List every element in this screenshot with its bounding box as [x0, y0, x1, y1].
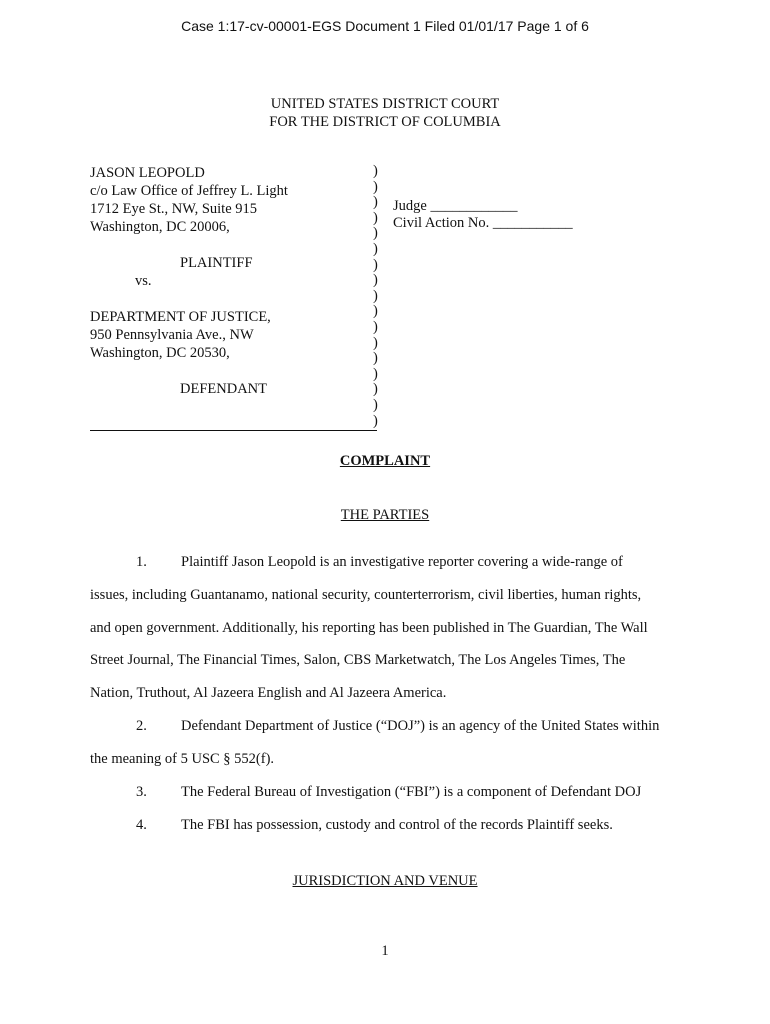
plaintiff-address-line3: Washington, DC 20006,: [90, 219, 230, 235]
defendant-name: DEPARTMENT OF JUSTICE,: [90, 309, 271, 325]
paragraph-line: The Federal Bureau of Investigation (“FBI”) is a component of Defendant DOJ: [181, 784, 642, 800]
caption-paren: ): [373, 194, 378, 211]
defendant-address-line1: 950 Pennsylvania Ave., NW: [90, 327, 254, 343]
page-number: 1: [381, 943, 389, 959]
caption-paren: ): [373, 365, 378, 382]
versus-label: vs.: [135, 273, 152, 289]
court-district: FOR THE DISTRICT OF COLUMBIA: [269, 114, 501, 130]
plaintiff-role: PLAINTIFF: [180, 255, 253, 271]
plaintiff-address-line1: c/o Law Office of Jeffrey L. Light: [90, 183, 288, 199]
caption-divider: [90, 430, 377, 431]
caption-paren: ): [373, 272, 378, 289]
paragraph-number: 2.: [136, 718, 147, 734]
court-name: UNITED STATES DISTRICT COURT: [270, 96, 500, 112]
paragraph-number: 1.: [136, 554, 147, 570]
caption-paren: ): [373, 396, 378, 413]
caption-paren: ): [373, 287, 378, 304]
judge-line: Judge ____________: [393, 198, 518, 214]
section-heading-parties: THE PARTIES: [340, 507, 430, 523]
caption-paren: ): [373, 303, 378, 320]
plaintiff-address-line2: 1712 Eye St., NW, Suite 915: [90, 201, 258, 217]
defendant-address-line2: Washington, DC 20530,: [90, 345, 230, 361]
caption-paren: ): [373, 318, 378, 335]
section-heading-jurisdiction: JURISDICTION AND VENUE: [292, 873, 478, 889]
paragraph-line: Defendant Department of Justice (“DOJ”) is an agency of the United States within: [181, 718, 660, 734]
case-header-stamp: Case 1:17-cv-00001-EGS Document 1 Filed 01/01/17 Page 1 of 6: [181, 18, 589, 34]
caption-paren: ): [373, 240, 378, 257]
paragraph-number: 3.: [136, 784, 147, 800]
caption-parties: [90, 164, 288, 398]
civil-action-number: Civil Action No. ___________: [393, 215, 573, 231]
paragraph-line: The FBI has possession, custody and control of the records Plaintiff seeks.: [181, 817, 613, 833]
document-title: COMPLAINT: [339, 453, 431, 469]
caption-paren: ): [373, 178, 378, 195]
paragraph-line: the meaning of 5 USC § 552(f).: [90, 751, 275, 767]
plaintiff-name: JASON LEOPOLD: [90, 165, 205, 181]
caption-paren: ): [373, 209, 378, 226]
caption-paren: ): [373, 225, 378, 242]
paragraph-line: Nation, Truthout, Al Jazeera English and Al Jazeera America.: [90, 685, 447, 701]
paragraph-line: Street Journal, The Financial Times, Salon, CBS Marketwatch, The Los Angeles Times, The: [90, 652, 626, 668]
caption-paren: ): [373, 381, 378, 398]
paragraph-number: 4.: [136, 817, 147, 833]
defendant-role: DEFENDANT: [180, 381, 267, 397]
caption-paren: ): [373, 256, 378, 273]
caption-paren: ): [373, 163, 378, 179]
caption-paren: ): [373, 412, 378, 429]
caption-paren: ): [373, 350, 378, 367]
caption-paren: ): [373, 334, 378, 351]
paragraph-line: Plaintiff Jason Leopold is an investigative reporter covering a wide-range of: [181, 554, 623, 570]
paragraph-line: and open government. Additionally, his reporting has been published in The Guardian, The Wall: [90, 620, 648, 636]
paragraph-line: issues, including Guantanamo, national security, counterterrorism, civil liberties, human rights,: [90, 587, 642, 603]
case-assignment-block: [393, 198, 573, 232]
caption-parentheses: [373, 164, 378, 429]
